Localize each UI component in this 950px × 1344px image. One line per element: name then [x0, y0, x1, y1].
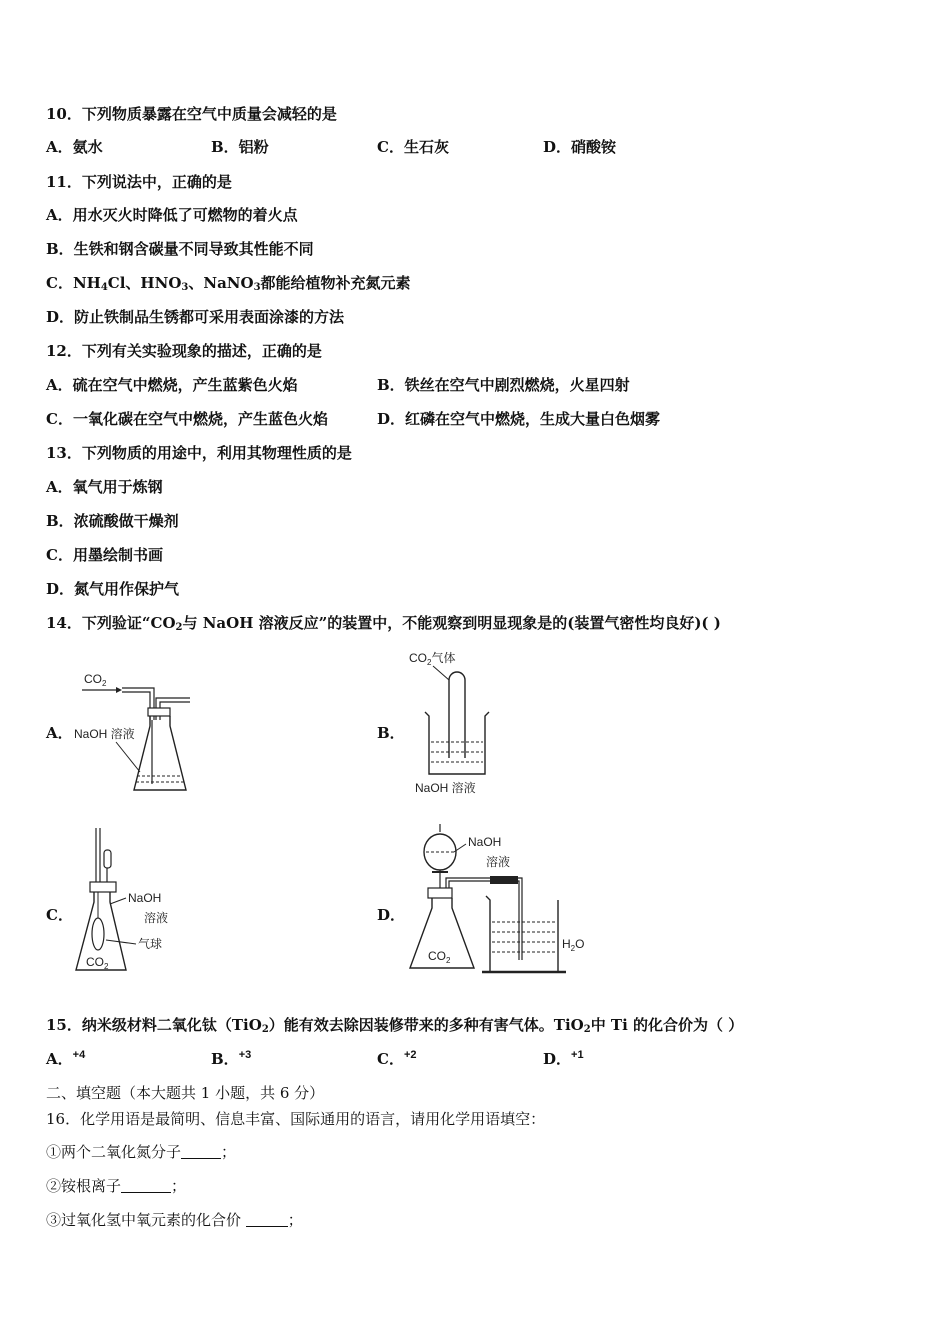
- q16-item-2-text: ②铵根离子: [46, 1177, 122, 1195]
- q12-option-d: D．红磷在空气中燃烧，生成大量白色烟雾: [377, 410, 661, 428]
- q14-figure-b: [405, 646, 515, 796]
- q10-option-d: D．硝酸铵: [543, 138, 617, 156]
- fig-b-naoh-label: NaOH 溶液: [415, 781, 476, 795]
- q12-option-b: B．铁丝在空气中剧烈燃烧，火星四射: [377, 376, 630, 394]
- q16-item-2-end: ；: [171, 1177, 187, 1195]
- q15-option-c: [377, 1048, 417, 1069]
- q16-item-3-blank[interactable]: [246, 1212, 288, 1227]
- q11-c-text1: C．NH: [46, 274, 101, 292]
- q11-c-sub3: 3: [253, 282, 261, 293]
- q16-item-1: [46, 1141, 236, 1162]
- q11-option-d: D．防止铁制品生锈都可采用表面涂漆的方法: [46, 308, 345, 326]
- q15-option-d-value: +1: [571, 1049, 584, 1061]
- q13-stem: 13．下列物质的用途中，利用其物理性质的是: [46, 444, 352, 462]
- q14-stem-text2: 与 NaOH 溶液反应”的装置中，不能观察到明显现象是的(装置气密性均良好)( ): [182, 614, 721, 632]
- q15-option-d-letter: D．: [543, 1050, 572, 1068]
- fig-d-stopper: [428, 888, 452, 898]
- fig-c-naoh-label: NaOH: [128, 891, 162, 905]
- fig-a-arrow-head: [116, 687, 122, 693]
- fig-d-solution-label: 溶液: [486, 855, 511, 869]
- q14-label-b: B．: [377, 724, 405, 742]
- q15-option-b: [211, 1048, 251, 1069]
- q15-option-d: [543, 1048, 584, 1069]
- fig-b-gas-label: $CO_2$气体: [409, 651, 456, 667]
- q14-label-a: A．: [46, 724, 73, 742]
- q15-stem-sub2: 2: [583, 1024, 591, 1035]
- q10-option-a: A．氨水: [46, 138, 103, 156]
- q15-option-a: [46, 1048, 85, 1069]
- q16-item-3: [46, 1209, 303, 1230]
- fig-d-rubber-tube: [490, 876, 518, 884]
- q15-option-c-letter: C．: [377, 1050, 404, 1068]
- q16-item-3-end: ；: [287, 1211, 303, 1229]
- q16-item-2: [46, 1175, 186, 1196]
- q11-option-b: B．生铁和钢含碳量不同导致其性能不同: [46, 240, 314, 258]
- q15-stem-text2: ）能有效去除因装修带来的多种有害气体。TiO: [268, 1016, 584, 1034]
- q16-item-1-end: ；: [221, 1143, 237, 1161]
- fig-c-stopper: [90, 882, 116, 892]
- q16-item-2-blank[interactable]: [121, 1178, 171, 1193]
- q15-option-c-value: +2: [403, 1049, 417, 1061]
- q13-option-a: A．氧气用于炼钢: [46, 478, 163, 496]
- q15-stem-sub1: 2: [261, 1024, 269, 1035]
- q11-stem: 11．下列说法中，正确的是: [46, 173, 232, 191]
- fig-b-beaker: [425, 712, 489, 774]
- q13-option-b: B．浓硫酸做干燥剂: [46, 512, 179, 530]
- fig-b-leader-top: [433, 666, 449, 680]
- fig-a-stopper: [148, 708, 170, 716]
- q10-option-c: C．生石灰: [377, 138, 449, 156]
- q11-c-sub2: 3: [181, 282, 189, 293]
- q16-item-1-text: ①两个二氧化氮分子: [46, 1143, 182, 1161]
- q15-option-b-letter: B．: [211, 1050, 239, 1068]
- fig-d-water-label: $H_2O$: [562, 937, 585, 953]
- fig-c-solution-label: 溶液: [144, 911, 169, 925]
- section-title: 二、填空题（本大题共 1 小题，共 6 分）: [46, 1084, 325, 1102]
- fig-c-dropper-bulb: [104, 850, 111, 868]
- q11-option-c: [46, 272, 411, 293]
- q16-item-1-blank[interactable]: [181, 1144, 221, 1159]
- fig-d-co2-label: $CO_2$: [428, 949, 451, 965]
- q15-option-b-value: +3: [238, 1049, 252, 1061]
- q15-stem: [46, 1014, 743, 1035]
- q13-option-c: C．用墨绘制书画: [46, 546, 163, 564]
- q15-stem-text3: 中 Ti 的化合价为（ ）: [590, 1016, 744, 1034]
- fig-d-delivery-tube: [446, 878, 522, 960]
- fig-a-co2-label: $CO_2$: [84, 672, 107, 688]
- q14-figure-c: [68, 826, 188, 976]
- q12-option-a: A．硫在空气中燃烧，产生蓝紫色火焰: [46, 376, 298, 394]
- fig-a-leader: [116, 742, 140, 772]
- q13-option-d: D．氮气用作保护气: [46, 580, 180, 598]
- q15-option-a-value: +4: [72, 1049, 86, 1061]
- q14-figure-d: [400, 822, 585, 978]
- fig-c-leader-naoh: [110, 898, 126, 904]
- q10-stem: 10．下列物质暴露在空气中质量会减轻的是: [46, 105, 337, 123]
- q16-stem: 16．化学用语是最简明、信息丰富、国际通用的语言，请用化学用语填空：: [46, 1110, 546, 1128]
- q11-c-sub1: 4: [100, 282, 108, 293]
- q14-stem-text1: 14．下列验证“CO: [46, 614, 176, 632]
- q11-c-text4: 都能给植物补充氮元素: [260, 274, 411, 292]
- fig-a-naoh-label: NaOH 溶液: [74, 727, 135, 741]
- q10-option-b: B．铝粉: [211, 138, 269, 156]
- q11-c-text3: 、NaNO: [188, 274, 254, 292]
- q14-label-d: D．: [377, 906, 406, 924]
- q14-label-c: C．: [46, 906, 73, 924]
- q14-figure-a: [70, 668, 200, 798]
- q14-stem: [46, 612, 721, 633]
- q15-option-a-letter: A．: [46, 1050, 73, 1068]
- fig-c-co2-label: $CO_2$: [86, 955, 109, 971]
- q11-c-text2: Cl、HNO: [107, 274, 182, 292]
- q14-stem-sub: 2: [175, 622, 183, 633]
- fig-c-balloon-label: 气球: [138, 937, 163, 951]
- q16-item-3-text: ③过氧化氢中氧元素的化合价: [46, 1211, 246, 1229]
- fig-a-flask: [134, 716, 186, 790]
- q12-option-c: C．一氧化碳在空气中燃烧，产生蓝色火焰: [46, 410, 328, 428]
- q12-stem: 12．下列有关实验现象的描述，正确的是: [46, 342, 322, 360]
- fig-b-test-tube: [449, 672, 465, 758]
- q15-stem-text1: 15．纳米级材料二氧化钛（TiO: [46, 1016, 262, 1034]
- fig-c-balloon: [92, 918, 104, 950]
- fig-c-leader-balloon: [106, 940, 136, 944]
- q11-option-a: A．用水灭火时降低了可燃物的着火点: [46, 206, 298, 224]
- fig-d-naoh-label: NaOH: [468, 835, 502, 849]
